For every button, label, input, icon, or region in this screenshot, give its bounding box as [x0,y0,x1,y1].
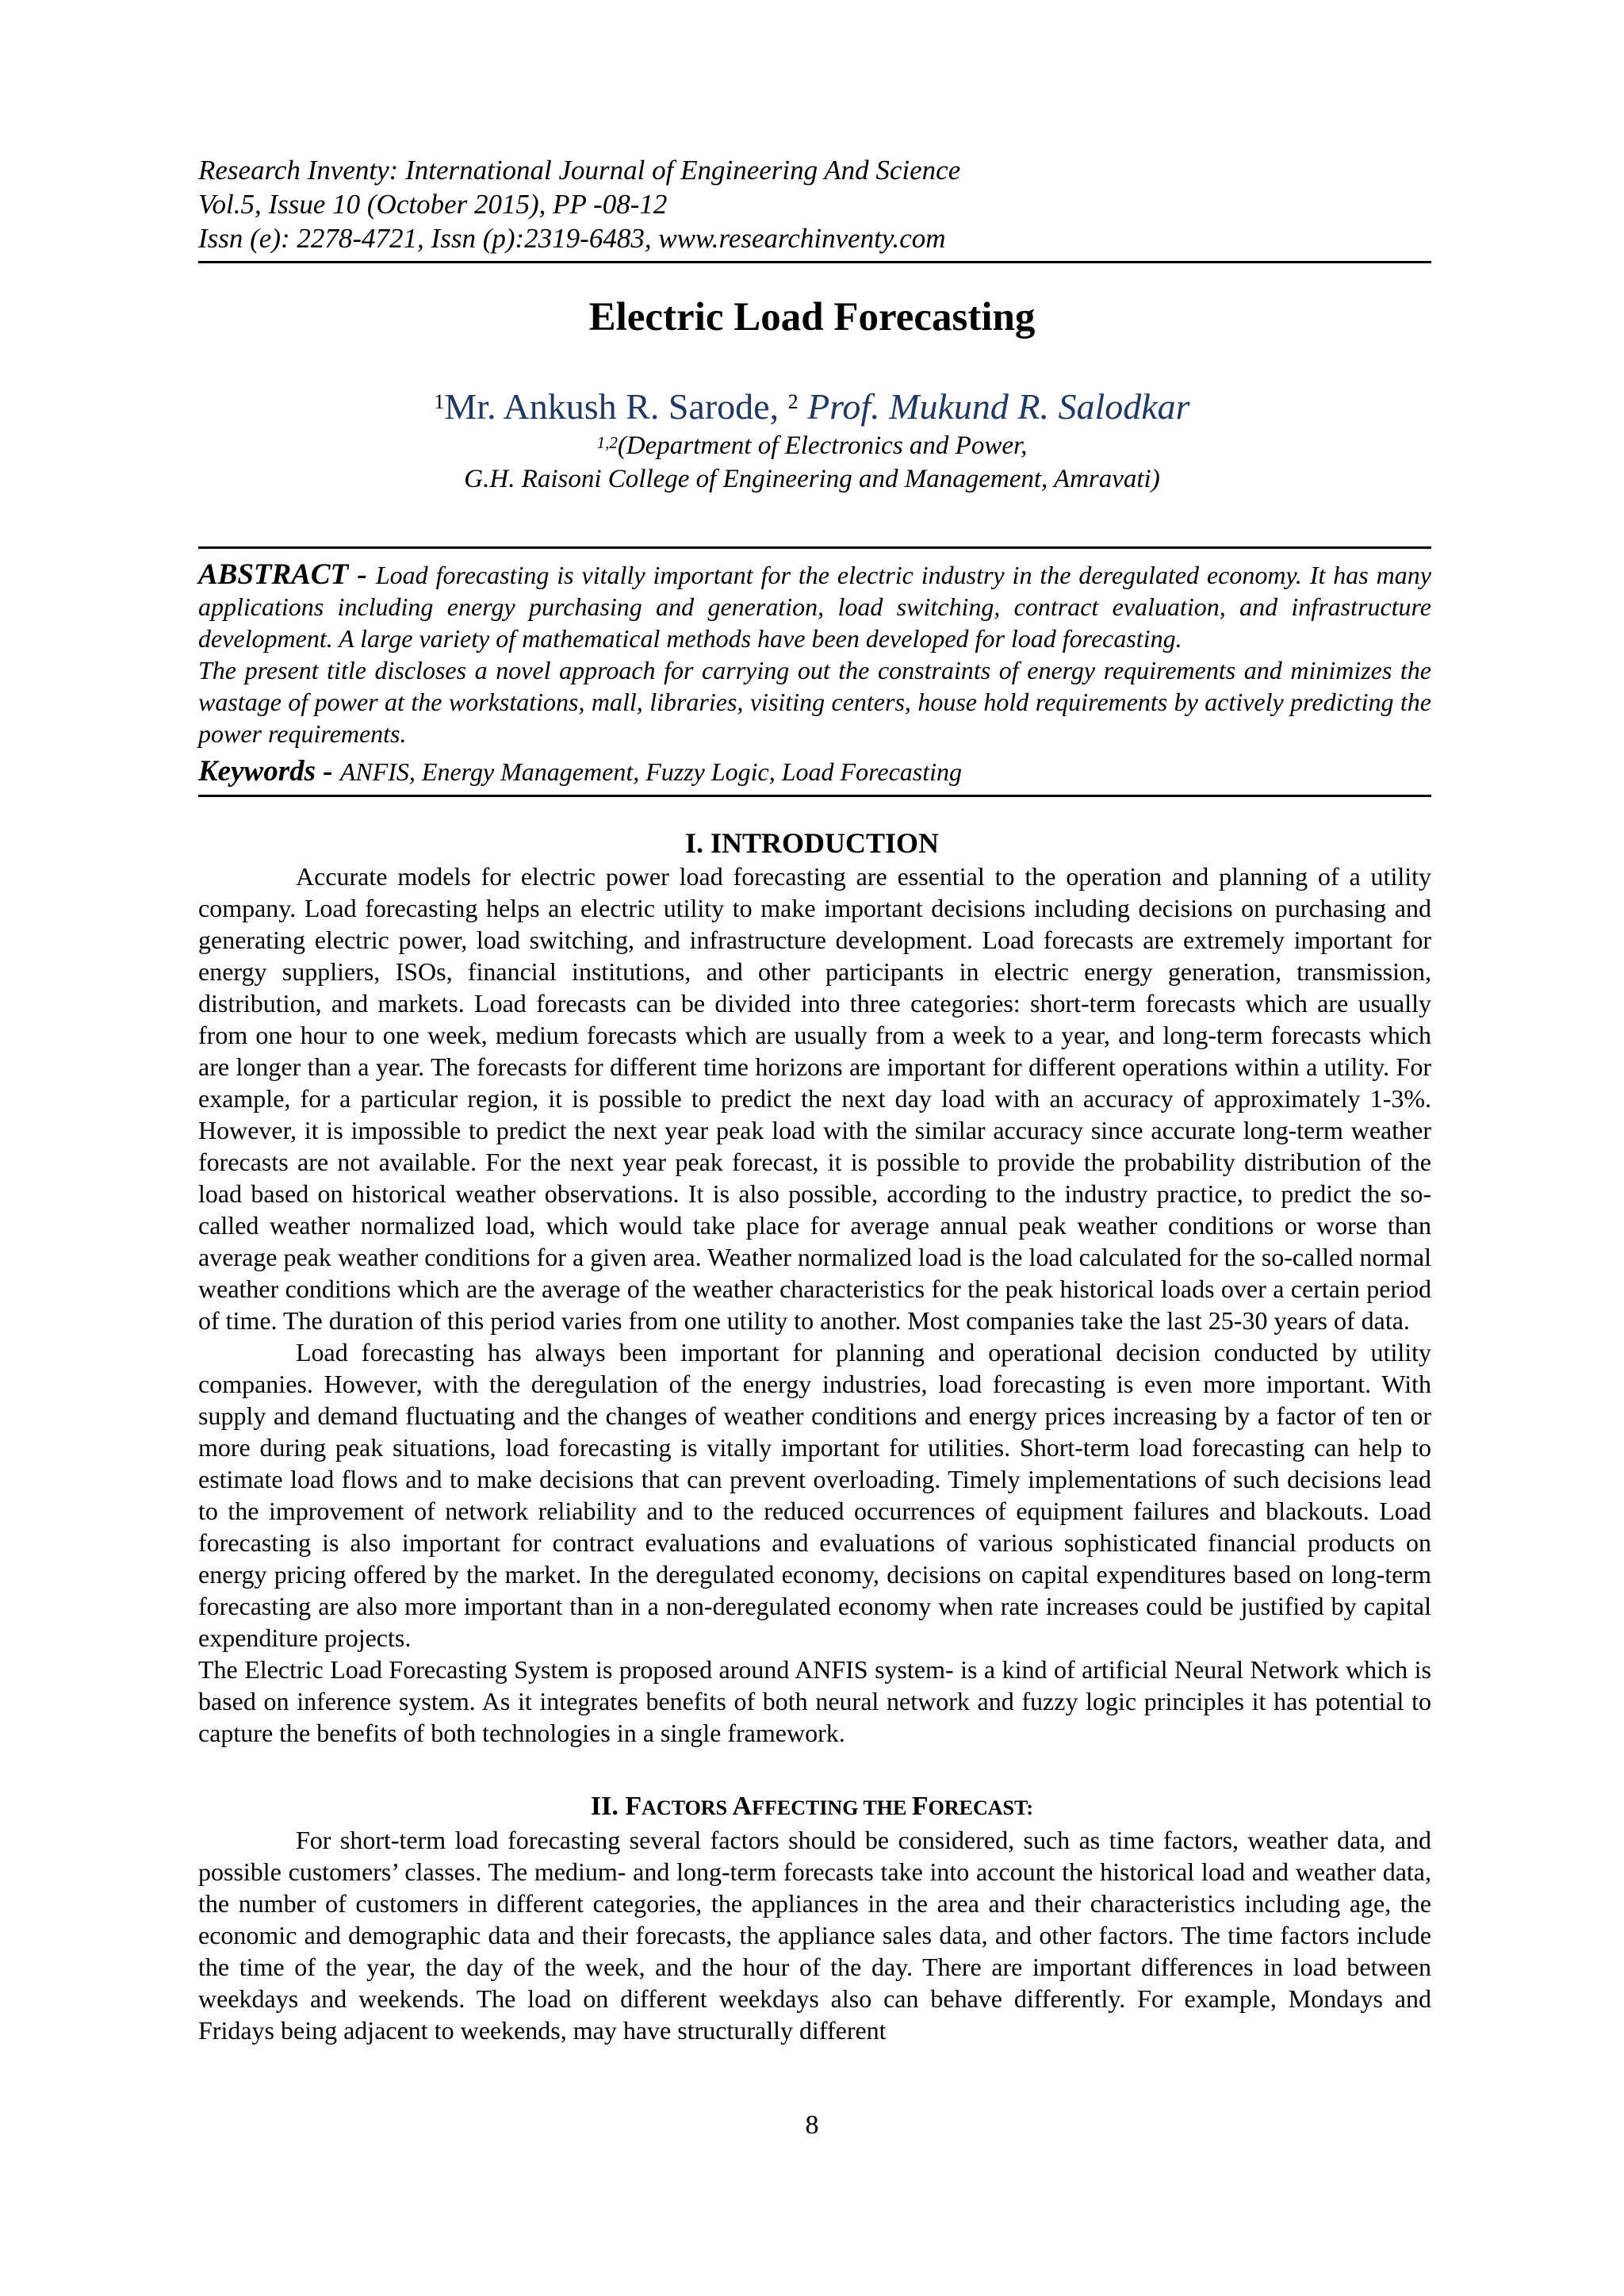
keywords-text: ANFIS, Energy Management, Fuzzy Logic, Load Forecasting [339,757,962,786]
author-line [0,385,1624,429]
journal-name: Research Inventy: International Journal of Engineering And Science [198,155,961,186]
section1-para1: Accurate models for electric power load forecasting are essential to the operation and planning of a utility company. Load forecasting helps an electric utility to make important decisions including decisions on purchasing and generating electric power, load switching, and infrastructure development. Load forecasts are extremely important for energy suppliers, ISOs, financial institutions, and other participants in electric energy generation, transmission, distribution, and markets. Load forecasts can be divided into three categories: short-term forecasts which are usually from one hour to one week, medium forecasts which are usually from a week to a year, and long-term forecasts which are longer than a year. The forecasts for different time horizons are important for different operations within a utility. For example, for a particular region, it is possible to predict the next day load with an accuracy of approximately 1-3%. However, it is impossible to predict the next year peak load with the similar accuracy since accurate long-term weather forecasts are not available. For the next year peak forecast, it is possible to provide the probability distribution of the load based on historical weather observations. It is also possible, according to the industry practice, to predict the so-called weather normalized load, which would take place for average annual peak weather conditions or worse than average peak weather conditions for a given area. Weather normalized load is the load calculated for the so-called normal weather conditions which are the average of the weather characteristics for the peak historical loads over a certain period of time. The duration of this period varies from one utility to another. Most companies take the last 25-30 years of data. [198,862,1431,1335]
section1-para2: Load forecasting has always been important for planning and operational decision conducted by utility companies. However, with the deregulation of the energy industries, load forecasting is even more important. With supply and demand fluctuating and the changes of weather conditions and energy prices increasing by a factor of ten or more during peak situations, load forecasting is vitally important for utilities. Short-term load forecasting can help to estimate load flows and to make decisions that can prevent overloading. Timely implementations of such decisions lead to the improvement of network reliability and to the reduced occurrences of equipment failures and blackouts. Load forecasting is also important for contract evaluations and evaluations of various sophisticated financial products on energy pricing offered by the market. In the deregulated economy, decisions on capital expenditures based on long-term forecasting are also more important than in a non-deregulated economy when rate increases could be justified by capital expenditure projects. [198,1338,1431,1652]
section2-body [198,1824,1431,2046]
keywords [198,755,1431,788]
abstract [198,559,1431,749]
affiliation-marker: 1,2 [596,433,618,452]
author1-marker: 1 [434,390,445,413]
affiliation-college: G.H. Raisoni College of Engineering and Management, Amravati) [464,465,1160,493]
affiliation-department: (Department of Electronics and Power, [617,431,1028,460]
author1-name: Mr. Ankush R. Sarode, [444,386,788,427]
abstract-para1 [198,559,1431,654]
abstract-bottom-rule [198,795,1431,797]
journal-header [198,153,1431,255]
abstract-text1: Load forecasting is vitally important for the electric industry in the deregulated economy. It has many applications including energy purchasing and generation, load switching, contract evaluation, and infrastructure development. A large variety of mathematical methods have been developed for load forecasting. [198,561,1431,653]
author2-marker: 2 [787,390,799,413]
section1-heading: I. INTRODUCTION [684,827,940,859]
paper-title: Electric Load Forecasting [588,295,1036,339]
affiliation-line1 [0,430,1624,462]
journal-volume: Vol.5, Issue 10 (October 2015), PP -08-12 [198,189,668,220]
journal-issn: Issn (e): 2278-4721, Issn (p):2319-6483, www.researchinventy.com [198,223,946,254]
section2-para1: For short-term load forecasting several factors should be considered, such as time factors, weather data, and possible customers’ classes. The medium- and long-term forecasts take into account the historical load and weather data, the number of customers in different categories, the appliances in the area and their characteristics including age, the economic and demographic data and their forecasts, the appliance sales data, and other factors. The time factors include the time of the year, the day of the week, and the hour of the day. There are important differences in load between weekdays and weekends. The load on different weekdays also can behave differently. For example, Mondays and Fridays being adjacent to weekends, may have structurally different [198,1826,1431,2045]
abstract-para2: The present title discloses a novel approach for carrying out the constraints of energy requirements and minimizes the wastage of power at the workstations, mall, libraries, visiting centers, house hold requirements by actively predicting the power requirements. [198,656,1431,748]
abstract-top-rule [198,546,1431,549]
header-rule [198,261,1431,263]
page-number: 8 [805,2110,819,2140]
author2-name: Prof. Mukund R. Salodkar [807,386,1190,427]
section2-heading: II. FACTORS AFFECTING THE FORECAST: [590,1792,1034,1821]
keywords-label: Keywords - [198,755,340,788]
section2-number: II. [590,1792,626,1821]
section1-para3: The Electric Load Forecasting System is proposed around ANFIS system- is a kind of artificial Neural Network which is based on inference system. As it integrates benefits of both neural network and fuzzy logic principles it has potential to capture the benefits of both technologies in a single framework. [198,1655,1431,1747]
abstract-label: ABSTRACT - [198,558,376,591]
section1-body [198,861,1431,1749]
